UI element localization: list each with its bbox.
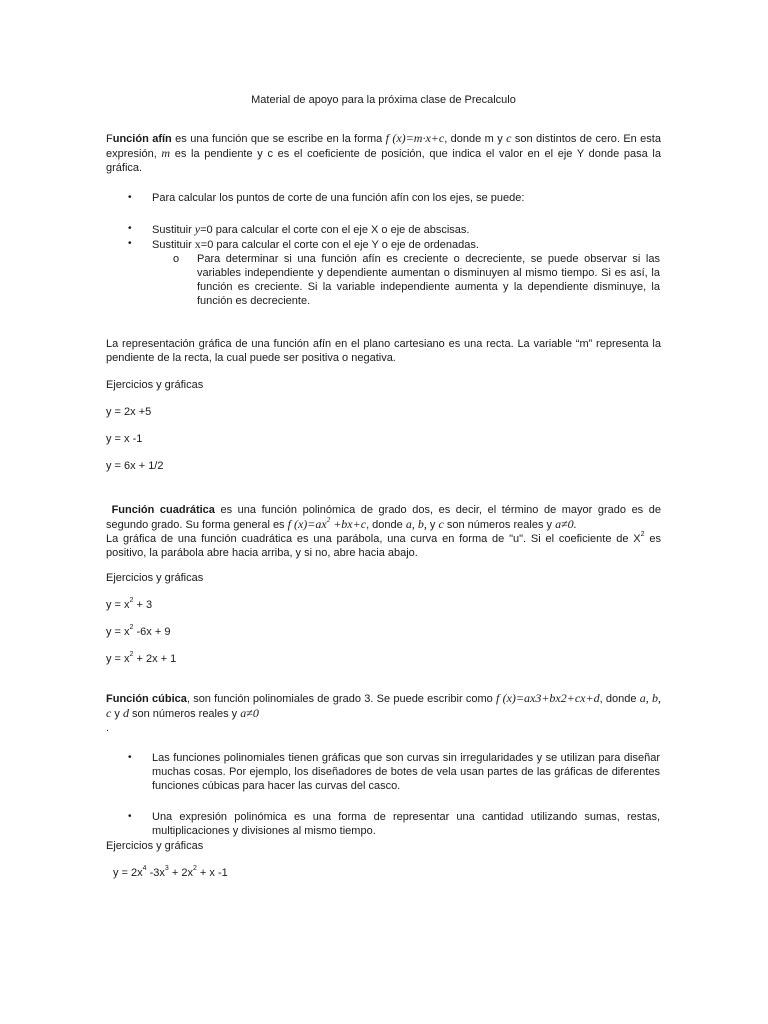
bullet-marker: • — [128, 223, 132, 234]
bullet-marker: • — [128, 811, 132, 822]
afin-representation: La representación gráfica de una función afín en el plano cartesiano es una recta. La variable “m” representa la pendiente de la recta, la cual puede ser positiva o negativa. — [106, 338, 661, 364]
afin-sub-bullet: Para determinar si una función afín es creciente o decreciente, se puede observar si las variables independiente y dependiente aumentan o disminuyen al mismo tiempo. Si es así, la función es creciente. Si la variable independiente aumenta y la dependiente disminuye, la función es decreciente. — [197, 253, 660, 307]
cuadratica-heading: Función cuadrática — [111, 504, 215, 516]
bullet-marker: • — [128, 192, 132, 203]
cuadratica-parabola-text: La gráfica de una función cuadrática es una parábola, una curva en forma de "u". Si el coeficiente de $X^2$ es positivo, la parábola abre hacia arriba, y si no, abre hacia abajo. — [106, 531, 661, 559]
cubica-bullet-2: Una expresión polinómica es una forma de representar una cantidad utilizando sumas, restas, multiplicaciones y divisiones al mismo tiempo. — [152, 811, 660, 837]
afin-bullet-intro: Para calcular los puntos de corte de una función afín con los ejes, se puede: — [152, 192, 525, 204]
cuadratica-eq-2: $y = x^2$ -6x + 9 — [106, 624, 171, 638]
cubica-eq-1: $y = 2x^4$ $-3x^3 + 2x^2 + x$ -1 — [113, 865, 228, 879]
cubica-exercises-label: Ejercicios y gráficas — [106, 840, 204, 852]
cuadratica-exercises-label: Ejercicios y gráficas — [106, 572, 204, 584]
document-title: Material de apoyo para la próxima clase de Precalculo — [251, 94, 516, 106]
afin-eq-2: y = x -1 — [106, 433, 143, 445]
sub-bullet-marker: o — [173, 253, 180, 265]
afin-heading: Función afín — [106, 133, 172, 145]
afin-exercises-label: Ejercicios y gráficas — [106, 379, 204, 391]
cubica-definition: Función cúbica, son función polinomiales de grado 3. Se puede escribir como f (x)=ax3+bx2+cx+d, donde a, b, c y d son números reales y a≠0 . — [106, 691, 661, 734]
cubica-formula: f (x)=ax3+bx2+cx+d — [496, 691, 600, 705]
bullet-marker: • — [128, 238, 132, 249]
cuadratica-definition: Función cuadrática es una función polinómica de grado dos, es decir, el término de mayor grado es de segundo grado. Su forma general es f $(x)=ax^2 +bx+c$, donde a, b, y c son números reales y a≠0. La gráfica de una función cuadrática es una parábola, una curva en forma de "u". Si el coeficiente de $X^2$ es positivo, la parábola abre hacia arriba, y si no, abre hacia abajo. — [106, 504, 661, 559]
cuadratica-eq-3: $y = x^2 + 2x + 1$ — [106, 651, 177, 665]
cubica-bullet-1: Las funciones polinomiales tienen gráficas que son curvas sin irregularidades y se utilizan para diseñar muchas cosas. Por ejemplo, los diseñadores de botes de vela usan partes de las gráficas de diferentes funciones cúbicas para hacer las curvas del casco. — [152, 752, 660, 792]
bullet-marker: • — [128, 752, 132, 763]
afin-eq-1: y = 2x +5 — [106, 406, 152, 418]
afin-eq-3: y = 6x + 1/2 — [106, 460, 164, 472]
cuadratica-eq-1: $y = x^2 + 3$ — [106, 597, 153, 611]
afin-formula: f (x)=m·x+c — [385, 131, 445, 145]
afin-bullet-1: Sustituir y=0 para calcular el corte con el eje X o eje de abscisas. — [152, 222, 470, 236]
cubica-heading: Función cúbica — [106, 693, 187, 705]
afin-definition: Función afín es una función que se escribe en la forma f (x)=m·x+c, donde m y c son distintos de cero. En esta expresión, m es la pendiente y c es el coeficiente de posición, que indica el valor en el eje Y donde pasa la gráfica. — [106, 131, 661, 174]
afin-bullet-2: Sustituir x=0 para calcular el corte con el eje Y o eje de ordenadas. — [152, 237, 479, 251]
